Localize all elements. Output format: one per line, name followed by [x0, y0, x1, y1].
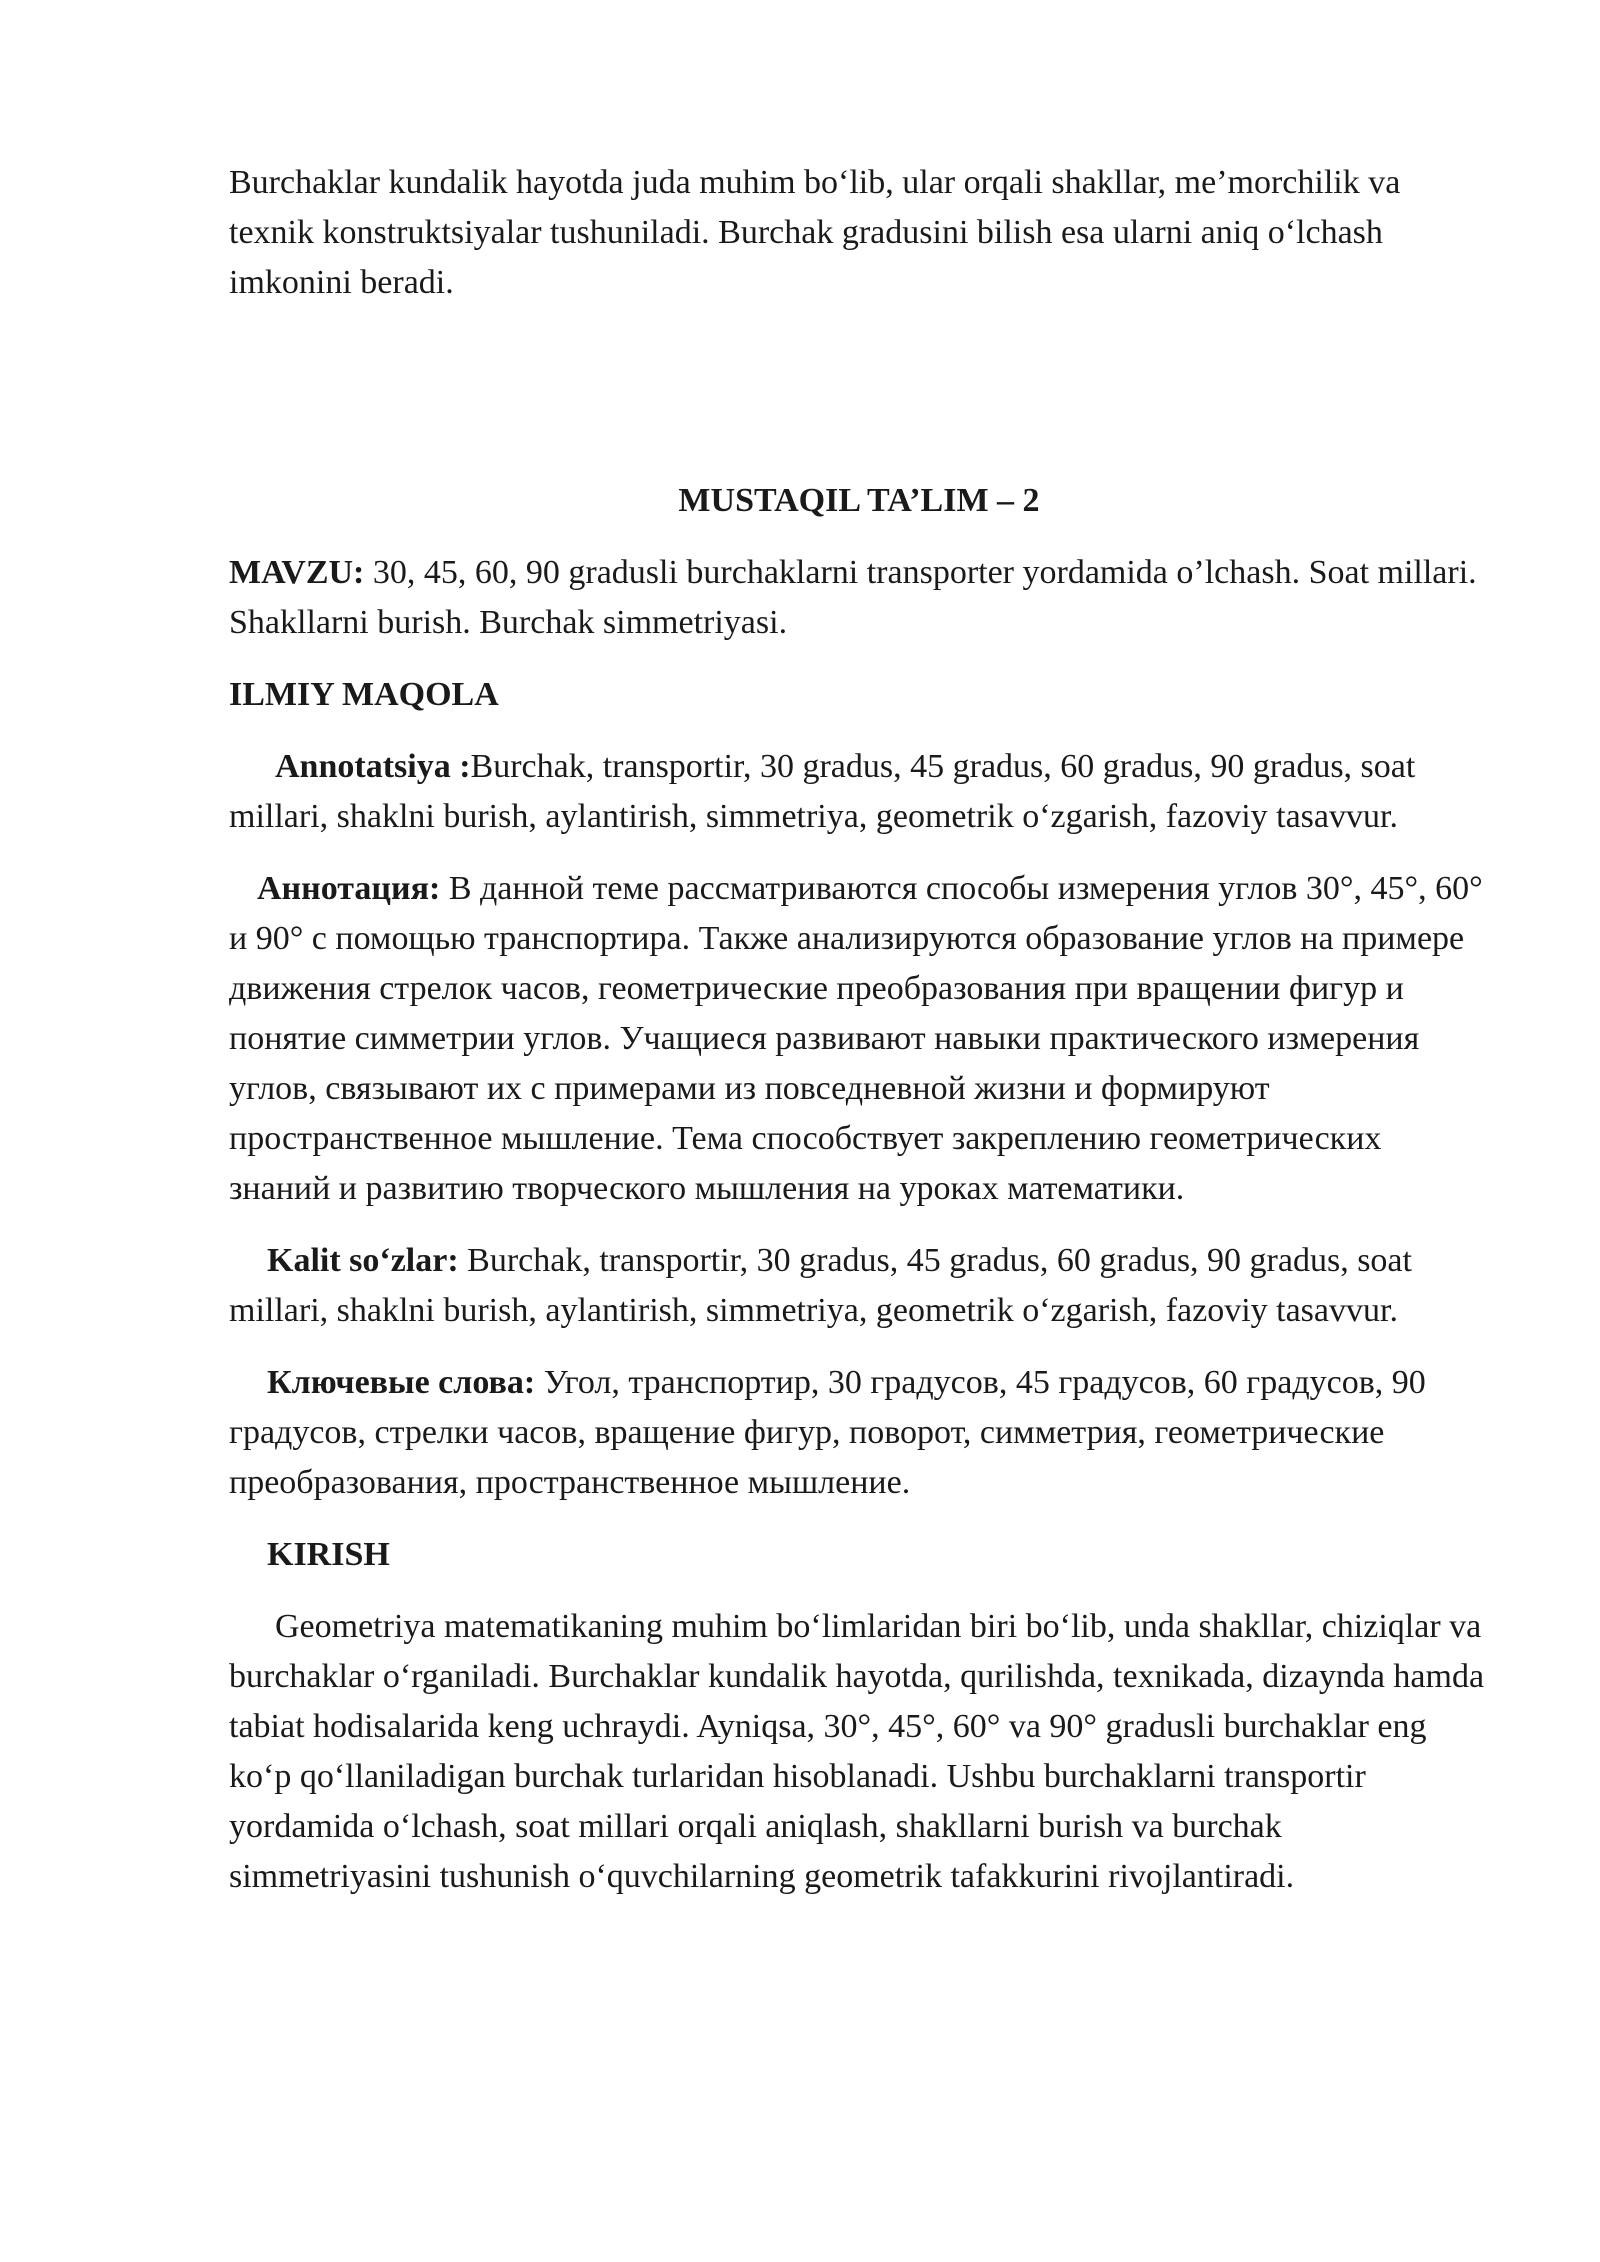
topic-paragraph — [229, 548, 1489, 648]
keywords-ru-label: Ключевые слова: — [267, 1364, 536, 1401]
annotation-uz-label: Annotatsiya : — [275, 748, 471, 785]
keywords-uz-text: Burchak, transportir, 30 gradus, 45 gradus, 60 gradus, 90 gradus, soat millari, shaklni burish, aylantirish, simmetriya, geometrik o‘zgarish, fazoviy tasavvur. — [229, 1242, 1412, 1329]
intro-heading — [229, 1530, 1489, 1580]
keywords-ru-text: Угол, транспортир, 30 градусов, 45 градусов, 60 градусов, 90 градусов, стрелки часов, вращение фигур, поворот, симметрия, геометрические преобразования, пространственное мышление. — [229, 1364, 1426, 1501]
annotation-ru — [229, 864, 1489, 1214]
keywords-uz — [229, 1236, 1489, 1336]
intro-paragraph: Burchaklar kundalik hayotda juda muhim bo‘lib, ular orqali shakllar, me’morchilik va texnik konstruktsiyalar tushuniladi. Burchak gradusini bilish esa ularni aniq o‘lchash imkonini beradi. — [229, 164, 1401, 301]
topic-text: 30, 45, 60, 90 gradusli burchaklarni transporter yordamida o’lchash. Soat millari. Shakllarni burish. Burchak simmetriyasi. — [229, 554, 1477, 641]
annotation-uz-text: Burchak, transportir, 30 gradus, 45 gradus, 60 gradus, 90 gradus, soat millari, shaklni burish, aylantirish, simmetriya, geometrik o‘zgarish, fazoviy tasavvur. — [229, 748, 1416, 835]
document-body — [229, 158, 1489, 1902]
topic-label: MAVZU: — [229, 554, 365, 591]
annotation-ru-text: В данной теме рассматриваются способы измерения углов 30°, 45°, 60° и 90° с помощью транспортира. Также анализируются образование углов на примере движения стрелок часов, геометрические преобразования при вращении фигур и понятие симметрии углов. Учащиеся развивают навыки практического измерения углов, связывают их с примерами из повседневной жизни и формируют пространственное мышление. Тема способствует закреплению геометрических знаний и развитию творческого мышления на уроках математики. — [229, 870, 1483, 1207]
document-title: MUSTAQIL TA’LIM – 2 — [678, 482, 1040, 519]
annotation-uz — [229, 742, 1489, 842]
keywords-uz-label: Kalit so‘zlar: — [267, 1242, 459, 1279]
intro-text: Geometriya matematikaning muhim bo‘limlaridan biri bo‘lib, unda shakllar, chiziqlar va burchaklar o‘rganiladi. Burchaklar kundalik hayotda, qurilishda, texnikada, dizaynda hamda tabiat hodisalarida keng uchraydi. Ayniqsa, 30°, 45°, 60° va 90° gradusli burchaklar eng ko‘p qo‘llaniladigan burchak turlaridan hisoblanadi. Ushbu burchaklarni transportir yordamida o‘lchash, soat millari orqali aniqlash, shakllarni burish va burchak simmetriyasini tushunish o‘quvchilarning geometrik tafakkurini rivojlantiradi. — [229, 1608, 1485, 1895]
keywords-ru — [229, 1358, 1489, 1508]
section-heading-text: ILMIY MAQOLA — [229, 676, 499, 713]
section-heading — [229, 670, 1489, 720]
annotation-ru-label: Аннотация: — [257, 870, 441, 907]
intro-heading-text: KIRISH — [267, 1536, 390, 1573]
spacer — [229, 308, 1489, 476]
